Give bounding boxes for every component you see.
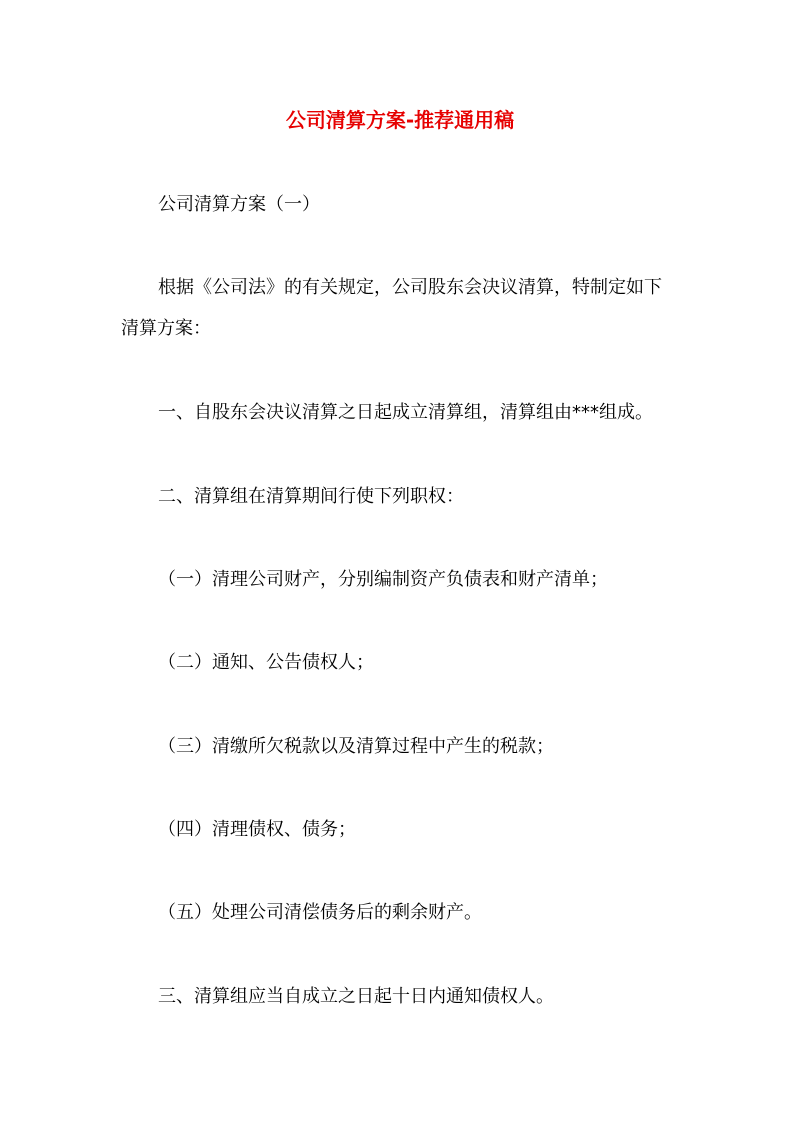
clause-1: 一、自股东会决议清算之日起成立清算组，清算组由***组成。 <box>158 402 653 423</box>
clause-2: 二、清算组在清算期间行使下列职权： <box>158 486 464 507</box>
section-heading: 公司清算方案（一） <box>158 194 320 215</box>
clause-3: 三、清算组应当自成立之日起十日内通知债权人。 <box>158 986 554 1007</box>
list-item: （二）通知、公告债权人； <box>158 652 374 673</box>
list-item: （三）清缴所欠税款以及清算过程中产生的税款； <box>158 736 554 757</box>
document-title: 公司清算方案-推荐通用稿 <box>285 108 515 132</box>
list-item: （一）清理公司财产，分别编制资产负债表和财产清单； <box>158 569 608 590</box>
list-item: （五）处理公司清偿债务后的剩余财产。 <box>158 902 482 923</box>
intro-paragraph-line-2: 清算方案： <box>121 318 211 339</box>
list-item: （四）清理债权、债务； <box>158 819 356 840</box>
intro-paragraph-line-1: 根据《公司法》的有关规定，公司股东会决议清算，特制定如下 <box>158 277 662 298</box>
